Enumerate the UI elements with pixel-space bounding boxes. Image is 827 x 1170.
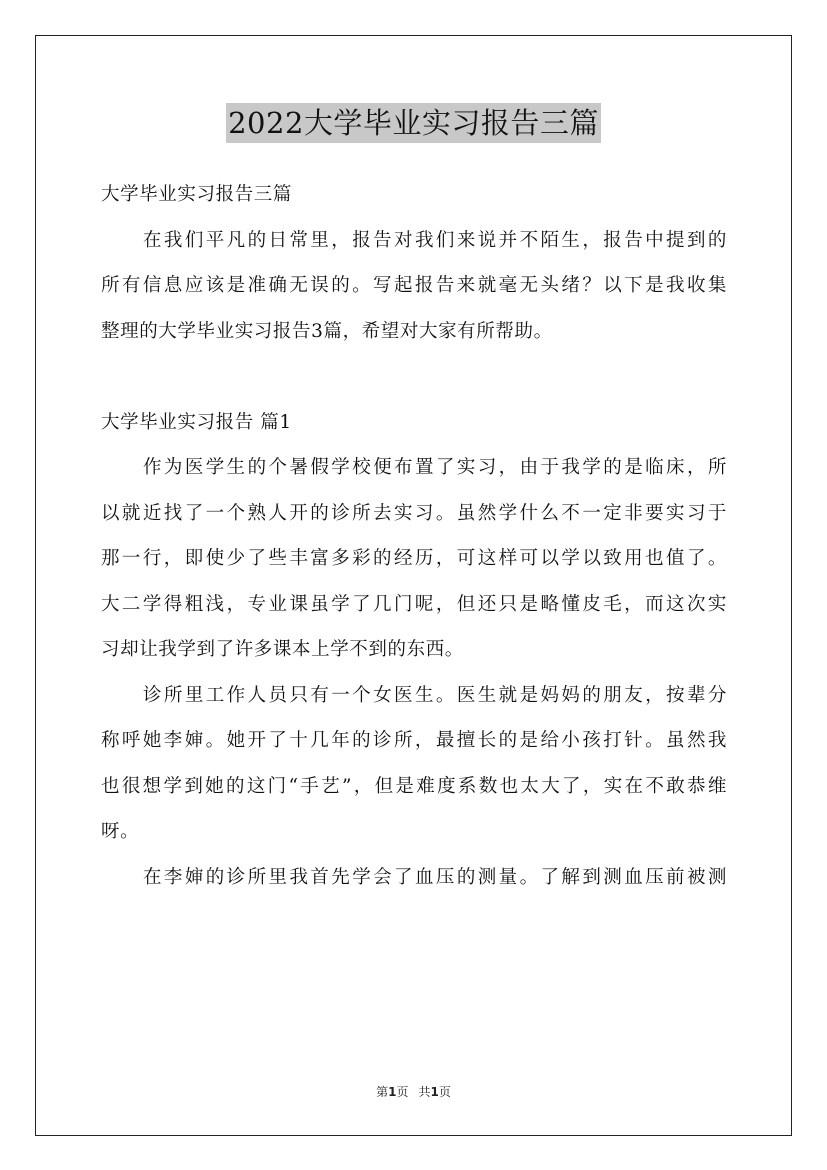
section-spacer: [101, 354, 727, 400]
body-paragraph-3: [101, 855, 727, 901]
paragraph-line: 整理的大学毕业实习报告3篇，希望对大家有所帮助。: [101, 320, 553, 342]
document-title: [0, 103, 827, 143]
page-number-suffix: 页: [396, 1085, 409, 1099]
document-body: [101, 172, 727, 900]
paragraph-line: 在我们平凡的日常里，报告对我们来说并不陌生，报告中提到的: [143, 229, 727, 251]
paragraph-line: 那一行，即使少了些丰富多彩的经历，可这样可以学以致用也值了。: [101, 548, 727, 569]
paragraph-line: 在李婶的诊所里我首先学会了血压的测量。了解到测血压前被测: [143, 866, 727, 888]
paragraph-line: 以就近找了一个熟人开的诊所去实习。虽然学什么不一定非要实习于: [101, 502, 727, 524]
paragraph-line: 诊所里工作人员只有一个女医生。医生就是妈妈的朋友，按辈分: [143, 684, 727, 706]
page-total-suffix: 页: [438, 1085, 451, 1099]
document-title-text: 2022大学毕业实习报告三篇: [226, 103, 601, 143]
paragraph-line: 称呼她李婶。她开了十几年的诊所，最擅长的是给小孩打针。虽然我: [101, 730, 727, 751]
page-total-prefix: 共: [418, 1085, 431, 1099]
page-number-prefix: 第: [376, 1085, 389, 1099]
intro-paragraph: [101, 218, 727, 355]
page-number-current: 1: [388, 1085, 397, 1099]
paragraph-line: 习却让我学到了许多课本上学不到的东西。: [101, 639, 464, 660]
body-paragraph-1: [101, 445, 727, 673]
paragraph-line: 大二学得粗浅，专业课虽学了几门呢，但还只是略懂皮毛，而这次实: [101, 593, 727, 615]
paragraph-line: 也很想学到她的这门“手艺”，但是难度系数也太大了，实在不敢恭维: [101, 775, 727, 797]
document-subtitle: 大学毕业实习报告三篇: [101, 184, 293, 205]
paragraph-line: 所有信息应该是准确无误的。写起报告来就毫无头绪？以下是我收集: [101, 275, 727, 296]
page-total-count: 1: [430, 1085, 439, 1099]
body-paragraph-2: [101, 673, 727, 855]
page-footer: [0, 1083, 827, 1100]
paragraph-line: 呀。: [101, 821, 140, 842]
section-heading: 大学毕业实习报告 篇1: [101, 411, 292, 433]
paragraph-line: 作为医学生的个暑假学校便布置了实习，由于我学的是临床，所: [143, 457, 727, 478]
